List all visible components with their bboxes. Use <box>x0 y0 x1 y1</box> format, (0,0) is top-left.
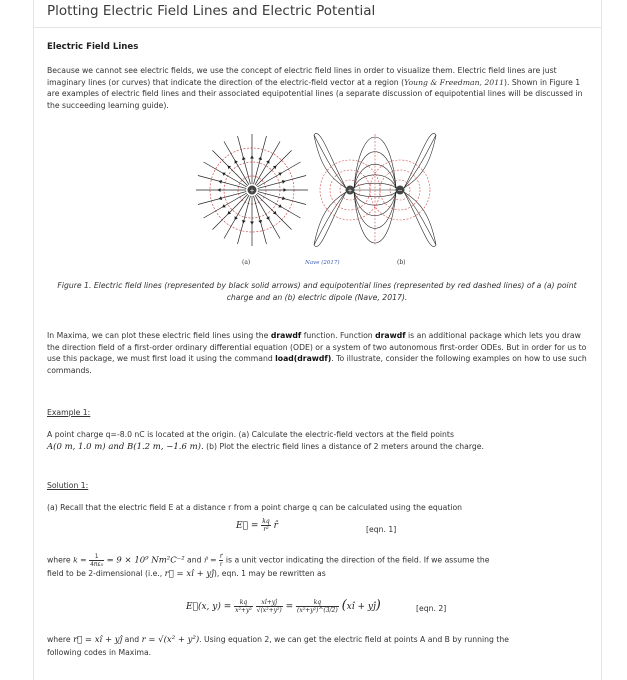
dipole-field-line <box>314 135 346 188</box>
intro-citation: Young & Freedman, 2011 <box>404 77 504 87</box>
dipole-field-line <box>404 135 436 188</box>
svg-text:−: − <box>397 187 403 195</box>
and-text: and <box>184 555 204 565</box>
dipole-field-line <box>314 135 346 188</box>
field-arrow <box>259 220 262 222</box>
intro-text-1: Because we cannot see electric fields, we use the concept of electric field lines in order to visualize them. Electric field lines are just imaginary lines (or curves) that indicate the direction of the electric-field vector at a region ( <box>47 66 557 87</box>
equation-1-label: [eqn. 1] <box>366 525 397 534</box>
dipole-field-line <box>404 133 436 188</box>
figure-caption: Figure 1. Electric field lines (represented by black solid arrows) and equipotential lines (represented by red dashed lines) of a (a) point charge and an (b) electric dipole (Nave, 2017). <box>57 281 577 302</box>
two-dim-text-1: field to be 2-dimensional (i.e., <box>47 569 165 578</box>
section-heading: Electric Field Lines <box>47 42 139 52</box>
load-drawdf-command: load(drawdf) <box>275 354 332 364</box>
svg-text:+: + <box>249 187 255 195</box>
field-arrow <box>282 181 284 184</box>
dipole-field-line <box>404 192 436 247</box>
page-border-right <box>601 0 602 680</box>
intro-paragraph <box>47 65 587 111</box>
panel-label-a: (a) <box>242 259 251 266</box>
field-arrow <box>259 157 262 159</box>
maxima-text-3: is an additional package which lets you draw the direction field of a first-order ordinary differential equation (ODE) or a system of two autonomous first-order ODEs. But in order for us to use this package, we must first load it using the command <box>47 331 587 364</box>
point-charge-diagram <box>196 134 308 246</box>
dipole-field-line <box>354 192 396 243</box>
field-arrow <box>243 220 246 222</box>
title-divider <box>34 27 601 28</box>
maxima-paragraph <box>47 330 587 376</box>
final-r-magnitude: r = √(x² + y²) <box>141 635 200 645</box>
field-arrow <box>235 217 237 220</box>
maxima-text-4: . To illustrate, consider the following examples on how to use such commands. <box>47 354 587 375</box>
page-title: Plotting Electric Field Lines and Electric Potential <box>47 3 376 19</box>
intro-text-2: ). Shown in Figure 1 are examples of electric field lines and their associated equipotential lines (a separate discussion of equipotential lines will be discussed in the succeeding learning guide). <box>47 77 583 110</box>
dipole-field-line <box>404 192 436 245</box>
where-text: where <box>47 555 74 565</box>
solution-heading: Solution 1: <box>47 481 89 490</box>
field-line <box>257 193 300 218</box>
field-lines-figure <box>190 132 445 272</box>
figure-source: Nave (2017) <box>305 260 340 266</box>
field-arrow <box>223 173 226 175</box>
equation-2: E⃗(x, y) = $\frac{kq}{\text{x²+y²}}$ $\frac{xî+yĵ}{\text{√(x²+y²)}}$ = $\frac{kq}{\text{(x²+y²)\textasciicircum{}(3/2)}}$ (xî + yĵ) <box>186 598 381 614</box>
field-arrow <box>251 156 254 158</box>
field-arrow <box>284 189 286 192</box>
dipole-field-line <box>404 135 436 188</box>
page-border-left <box>33 0 34 680</box>
final-line-2: following codes in Maxima. <box>47 647 152 657</box>
field-arrow <box>235 161 237 164</box>
maxima-text-2: function. Function <box>301 331 376 340</box>
final-where: where <box>47 635 74 644</box>
panel-label-b: (b) <box>397 259 406 266</box>
example-text <box>47 429 587 453</box>
example-text-2: (b) Plot the electric field lines a distance of 2 meters around the charge. <box>203 441 484 451</box>
field-arrow <box>218 189 220 192</box>
dipole-diagram <box>314 133 436 246</box>
field-arrow <box>279 173 282 175</box>
field-line <box>224 142 249 185</box>
field-arrow <box>243 157 246 159</box>
field-arrow <box>223 205 226 207</box>
field-arrow <box>267 217 269 220</box>
where-paragraph: where k = $\frac{1}{\text{4πε₀}}$ = 9 × 10⁹ Nm²C⁻² and r̂ = $\frac{r⃗}{r}$ is a unit vector indicating the direction of the field. If we assume the field to be 2-dimensional (i.e., r⃗ = xî + yĵ), eqn. 1 may be rewritten as <box>47 553 490 579</box>
rhat-description: is a unit vector indicating the direction of the field. If we assume the <box>223 555 490 565</box>
final-r-vector: r⃗ = xî + yĵ <box>73 635 123 645</box>
drawdf-keyword-2: drawdf <box>375 331 406 340</box>
two-dim-text-2: ), eqn. 1 may be rewritten as <box>213 569 326 578</box>
final-and: and <box>122 635 142 644</box>
field-arrow <box>279 205 282 207</box>
dipole-field-line <box>404 192 436 245</box>
figure-1 <box>190 132 445 272</box>
example-heading: Example 1: <box>47 408 91 417</box>
r-vector-2d: r⃗ = xî + yĵ <box>164 569 214 579</box>
field-arrow <box>282 197 284 200</box>
maxima-text-1: In Maxima, we can plot these electric field lines using the <box>47 331 271 340</box>
field-arrow <box>219 197 221 200</box>
example-points: A(0 m, 1.0 m) and B(1.2 m, −1.6 m). <box>47 441 204 452</box>
example-text-1: A point charge q=-8.0 nC is located at the origin. (a) Calculate the electric-field vectors at the field points <box>47 430 454 439</box>
equation-2-label: [eqn. 2] <box>416 604 447 613</box>
solution-text: (a) Recall that the electric field E at a distance r from a point charge q can be calculated using the equation <box>47 503 463 512</box>
final-rest: . Using equation 2, we can get the electric field at points A and B by running the <box>199 635 509 644</box>
field-arrow <box>219 181 221 184</box>
field-line <box>255 142 280 185</box>
field-arrow <box>267 161 269 164</box>
drawdf-keyword-1: drawdf <box>270 331 302 340</box>
field-arrow <box>251 222 254 224</box>
equation-1: E⃗ = $\frac{kq}{\text{r²}}$ r̂ <box>236 518 278 533</box>
dipole-field-line <box>314 133 346 188</box>
final-paragraph <box>47 634 587 658</box>
k-definition: = 9 × 10⁹ Nm²C⁻² <box>106 555 185 566</box>
dipole-field-line <box>314 192 346 247</box>
svg-text:+: + <box>347 187 353 195</box>
